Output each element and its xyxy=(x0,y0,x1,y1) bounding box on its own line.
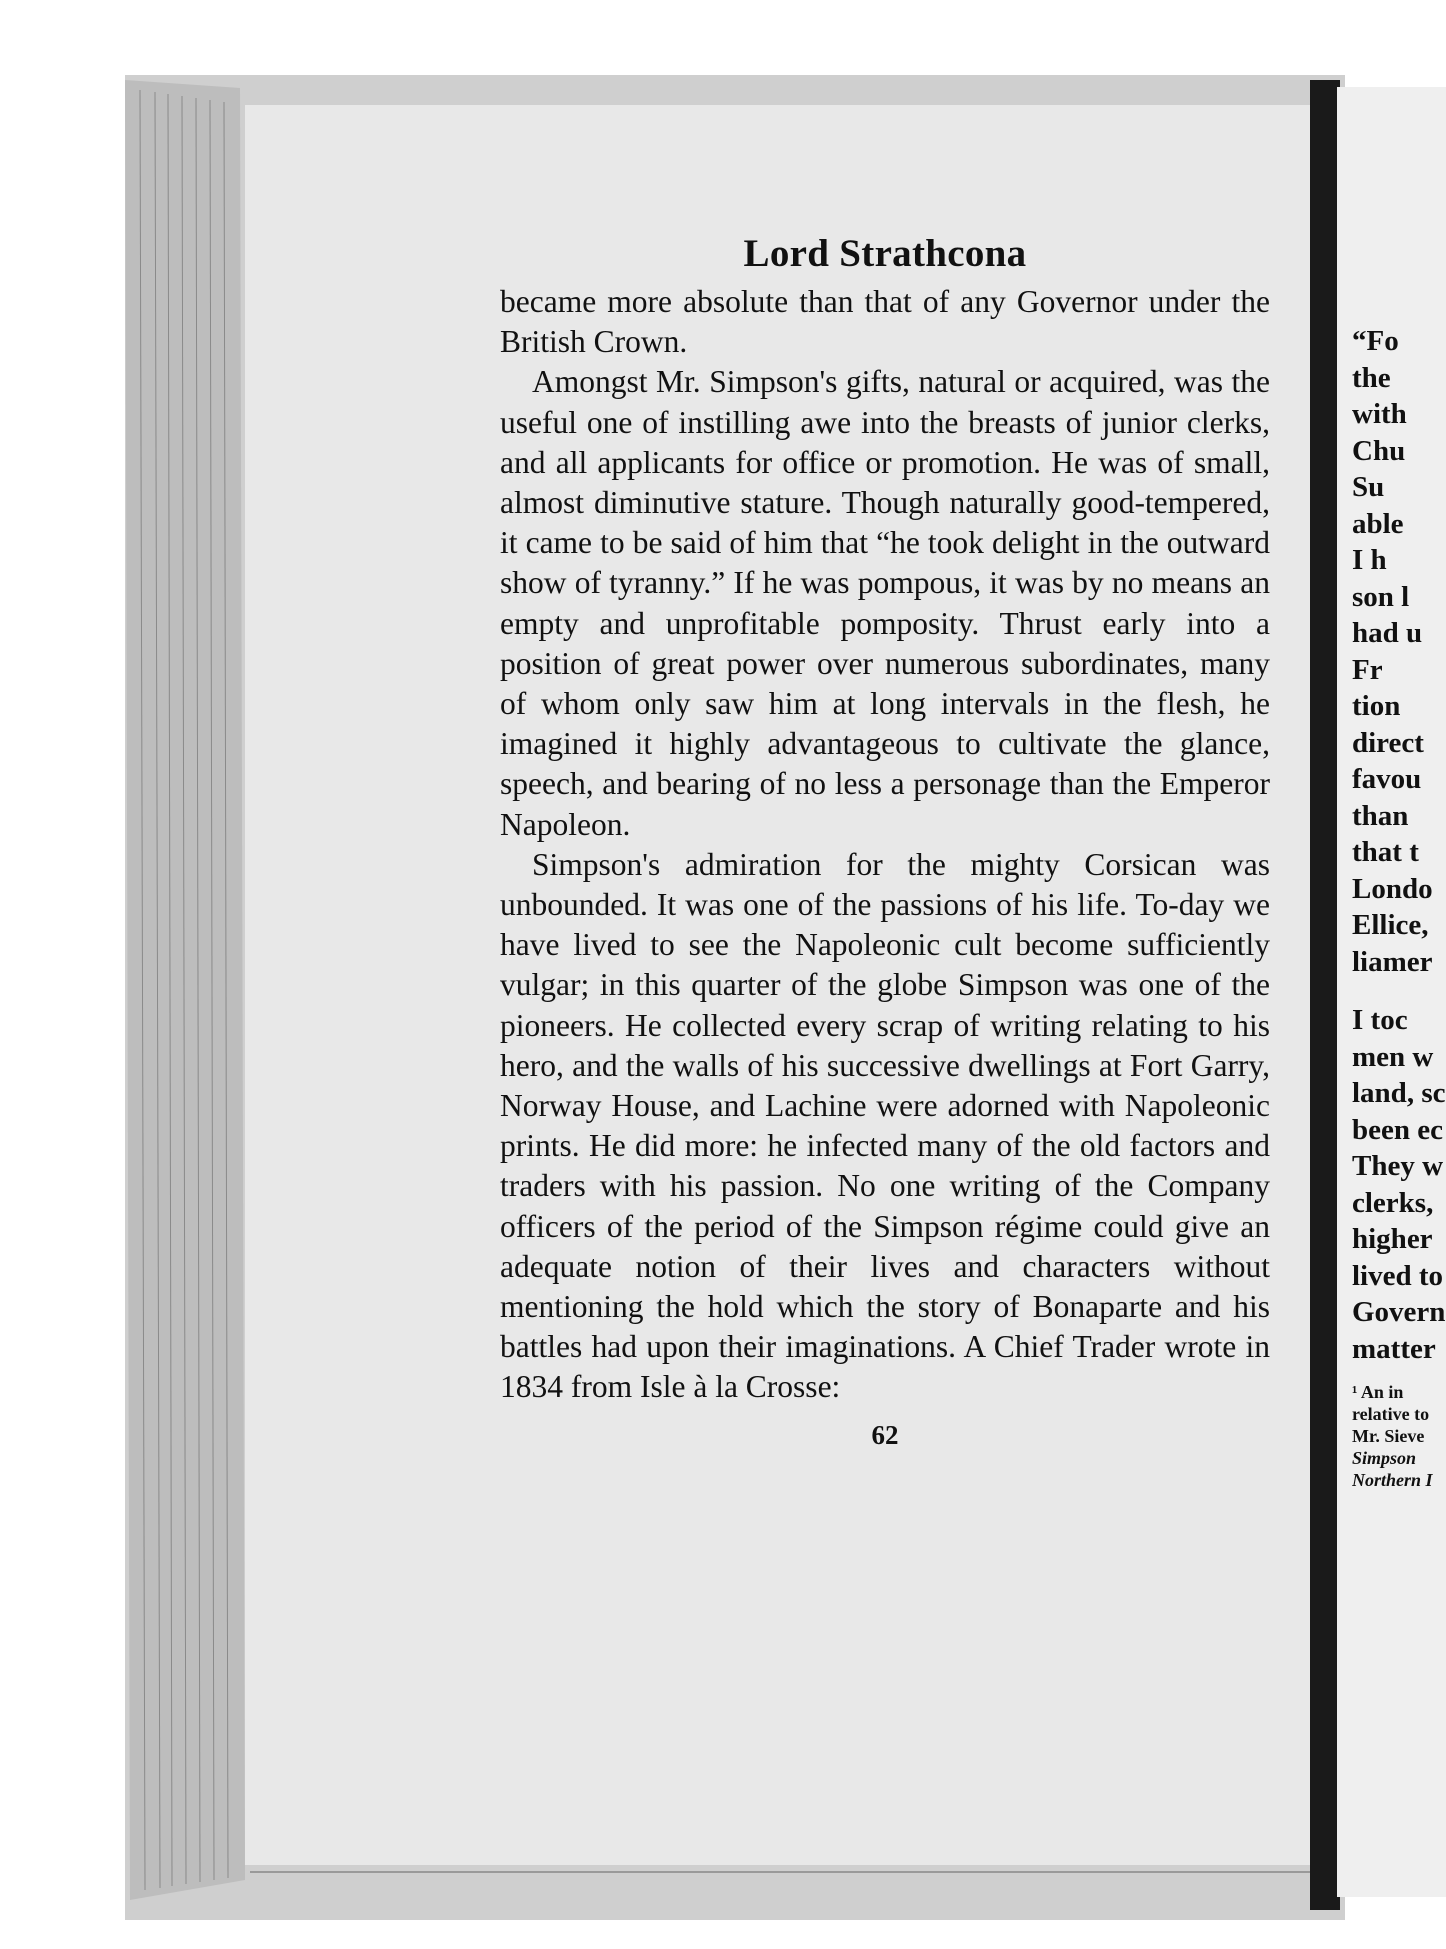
facing-line: clerks, xyxy=(1352,1186,1434,1219)
facing-line: direct xyxy=(1352,726,1424,759)
paragraph-3: Simpson's admiration for the mighty Corsican was unbounded. It was one of the passions of his life. To-day we have lived to see the Napoleonic cult become sufficiently vulgar; in this quarter of the globe Simpson was one of the pioneers. He collected every scrap of writing relating to his hero, and the walls of his successive dwellings at Fort Garry, Norway House, and Lachine were adorned with Napoleonic prints. He did more: he infected many of the old factors and traders with his passion. No one writing of the Company officers of the period of the Simpson régime could give an adequate notion of their lives and characters without mentioning the hold which the story of Bonaparte and his battles had upon their imaginations. A Chief Trader wrote in 1834 from Isle à la Crosse: xyxy=(500,846,1270,1405)
facing-line: tion xyxy=(1352,690,1401,722)
facing-line: favou xyxy=(1352,763,1422,795)
facing-footnote-line: ¹ An in xyxy=(1352,1382,1404,1402)
facing-line: the xyxy=(1352,361,1391,394)
paragraph-2: Amongst Mr. Simpson's gifts, natural or acquired, was the useful one of instilling awe into the breasts of junior clerks, and all applicants for office or promotion. He was of small, almost diminutive stature. Though naturally good-tempered, it came to be said of him that “he took delight in the outward show of tyranny.” If he was pompous, it was by no means an empty and unprofitable pomposity. Thrust early into a position of great power over numerous subordinates, many of whom only saw him at long intervals in the flesh, he imagined it highly advantageous to cultivate the glance, speech, and bearing of no less a personage than the Emperor Napoleon. xyxy=(500,364,1270,842)
running-head: Lord Strathcona xyxy=(743,232,1027,275)
facing-line: that t xyxy=(1352,836,1419,868)
facing-line: land, sc xyxy=(1352,1077,1446,1109)
facing-line: liamer xyxy=(1352,945,1433,978)
facing-line: than xyxy=(1352,799,1409,832)
facing-line: son l xyxy=(1352,580,1410,613)
page-number: 62 xyxy=(871,1419,899,1450)
facing-footnote-line: Northern I xyxy=(1352,1470,1433,1490)
facing-line: had u xyxy=(1352,617,1423,649)
facing-line: higher xyxy=(1352,1223,1433,1255)
facing-line: men w xyxy=(1352,1040,1434,1073)
facing-line: Fr xyxy=(1352,653,1383,686)
facing-line: “Fo xyxy=(1352,325,1399,357)
facing-line: I toc xyxy=(1352,1004,1408,1036)
page-text-block xyxy=(500,230,1270,1452)
facing-footnote-line: Simpson xyxy=(1352,1448,1417,1468)
facing-line: They w xyxy=(1352,1150,1444,1182)
paragraph-1: became more absolute than that of any Governor under the British Crown. xyxy=(500,284,1270,360)
facing-line: with xyxy=(1352,398,1407,430)
facing-line: able xyxy=(1352,507,1404,540)
facing-page-text xyxy=(1352,323,1446,1491)
facing-line: Ellice, xyxy=(1352,909,1429,941)
facing-line: Govern xyxy=(1352,1296,1446,1328)
facing-line: been ec xyxy=(1352,1113,1443,1146)
facing-line: lived to xyxy=(1352,1259,1444,1292)
facing-footnote-line: relative to xyxy=(1352,1404,1430,1424)
facing-line: I h xyxy=(1352,544,1387,576)
facing-line: Chu xyxy=(1352,434,1406,467)
facing-line: Su xyxy=(1352,471,1385,503)
facing-line: matter xyxy=(1352,1332,1436,1365)
facing-footnote-line: Mr. Sieve xyxy=(1352,1426,1425,1446)
facing-line: Londo xyxy=(1352,872,1433,905)
